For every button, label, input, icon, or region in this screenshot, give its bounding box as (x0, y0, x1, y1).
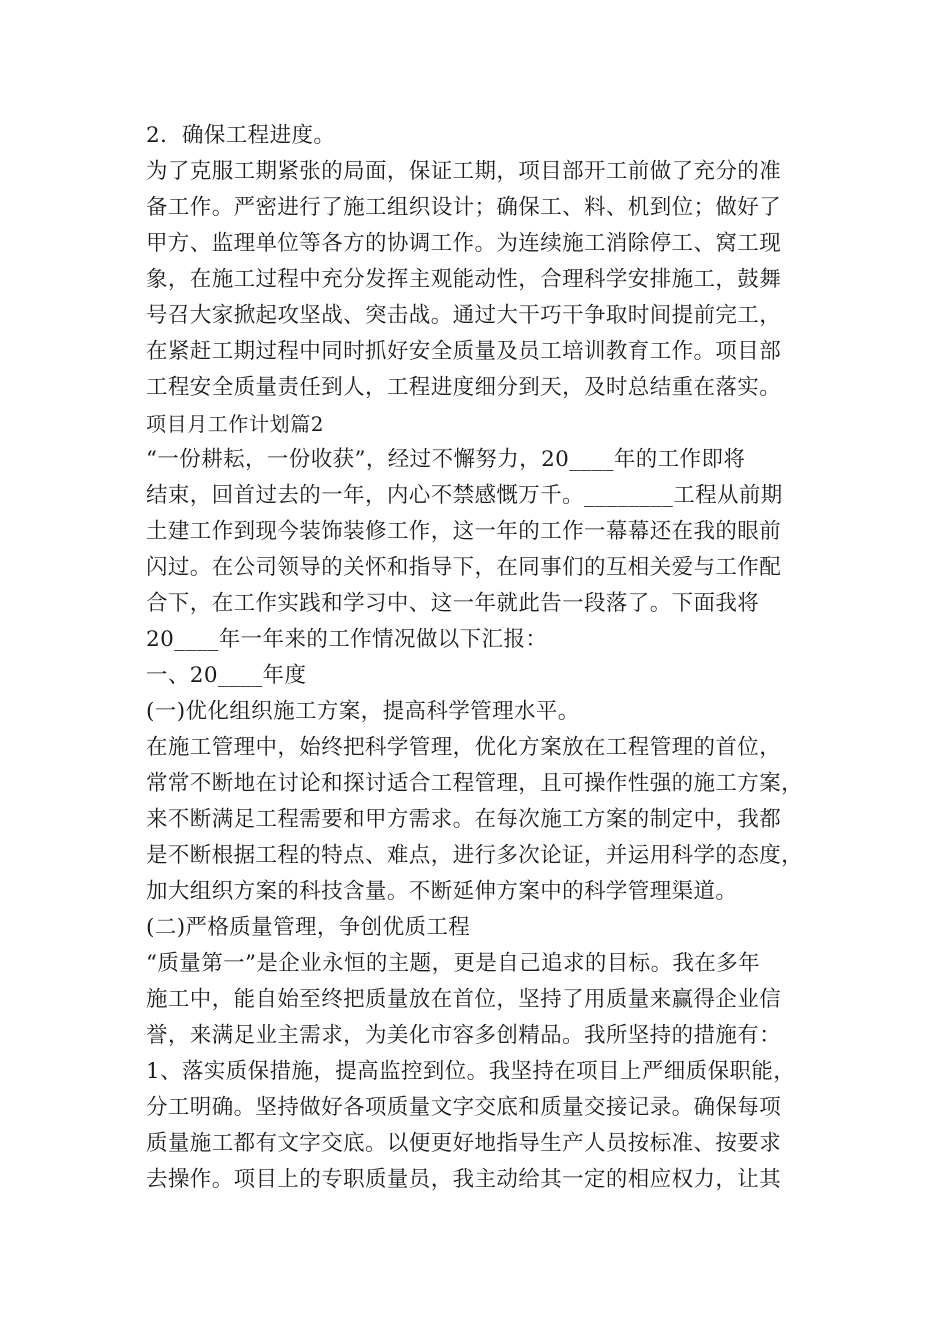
subsection-heading: (二)严格质量管理，争创优质工程 (146, 915, 471, 940)
paragraph-line: 1、落实质保措施，提高监控到位。我坚持在项目上严细质保职能， (146, 1059, 796, 1084)
paragraph-line: 号召大家掀起攻坚战、突击战。通过大干巧干争取时间提前完工， (146, 303, 782, 328)
document-body (146, 118, 836, 1198)
paragraph-line: 在施工管理中，始终把科学管理，优化方案放在工程管理的首位， (146, 735, 782, 760)
subsection-heading: (一)优化组织施工方案，提高科学管理水平。 (146, 699, 580, 724)
paragraph-line: 闪过。在公司领导的关怀和指导下，在同事们的互相关爱与工作配 (146, 555, 782, 580)
paragraph-line: 结束，回首过去的一年，内心不禁感慨万千。________工程从前期 (146, 483, 783, 508)
paragraph-line: 誉，来满足业主需求，为美化市容多创精品。我所坚持的措施有： (146, 1023, 782, 1048)
section-heading: 一、20____年度 (146, 663, 307, 688)
paragraph-line: 来不断满足工程需要和甲方需求。在每次施工方案的制定中，我都 (146, 807, 782, 832)
paragraph-line: 分工明确。坚持做好各项质量文字交底和质量交接记录。确保每项 (146, 1095, 782, 1120)
paragraph-line: “质量第一”是企业永恒的主题，更是自己追求的目标。我在多年 (146, 951, 761, 976)
paragraph-line: 是不断根据工程的特点、难点，进行多次论证，并运用科学的态度， (146, 843, 804, 868)
paragraph-line: 备工作。严密进行了施工组织设计；确保工、料、机到位；做好了 (146, 195, 782, 220)
paragraph-line: 质量施工都有文字交底。以便更好地指导生产人员按标准、按要求 (146, 1131, 782, 1156)
paragraph-line: 在紧赶工期过程中同时抓好安全质量及员工培训教育工作。项目部 (146, 339, 782, 364)
paragraph-line: 加大组织方案的科技含量。不断延伸方案中的科学管理渠道。 (146, 879, 738, 904)
section-heading: 2．确保工程进度。 (146, 123, 336, 148)
paragraph-line: 施工中，能自始至终把质量放在首位，坚持了用质量来赢得企业信 (146, 987, 782, 1012)
paragraph-line: 工程安全质量责任到人，工程进度细分到天，及时总结重在落实。 (146, 375, 782, 400)
paragraph-line: 合下，在工作实践和学习中、这一年就此告一段落了。下面我将 (146, 591, 760, 616)
paragraph-line: 去操作。项目上的专职质量员，我主动给其一定的相应权力，让其 (146, 1167, 782, 1192)
paragraph-line: 20____年一年来的工作情况做以下汇报： (146, 627, 548, 652)
chapter-title: 项目月工作计划篇2 (146, 412, 325, 436)
paragraph-line: “一份耕耘，一份收获”，经过不懈努力，20____年的工作即将 (146, 447, 746, 472)
paragraph-line: 常常不断地在讨论和探讨适合工程管理，且可操作性强的施工方案， (146, 771, 804, 796)
paragraph-line: 为了克服工期紧张的局面，保证工期，项目部开工前做了充分的准 (146, 159, 782, 184)
paragraph-line: 象，在施工过程中充分发挥主观能动性，合理科学安排施工，鼓舞 (146, 267, 782, 292)
paragraph-line: 甲方、监理单位等各方的协调工作。为连续施工消除停工、窝工现 (146, 231, 782, 256)
paragraph-line: 土建工作到现今装饰装修工作，这一年的工作一幕幕还在我的眼前 (146, 519, 782, 544)
